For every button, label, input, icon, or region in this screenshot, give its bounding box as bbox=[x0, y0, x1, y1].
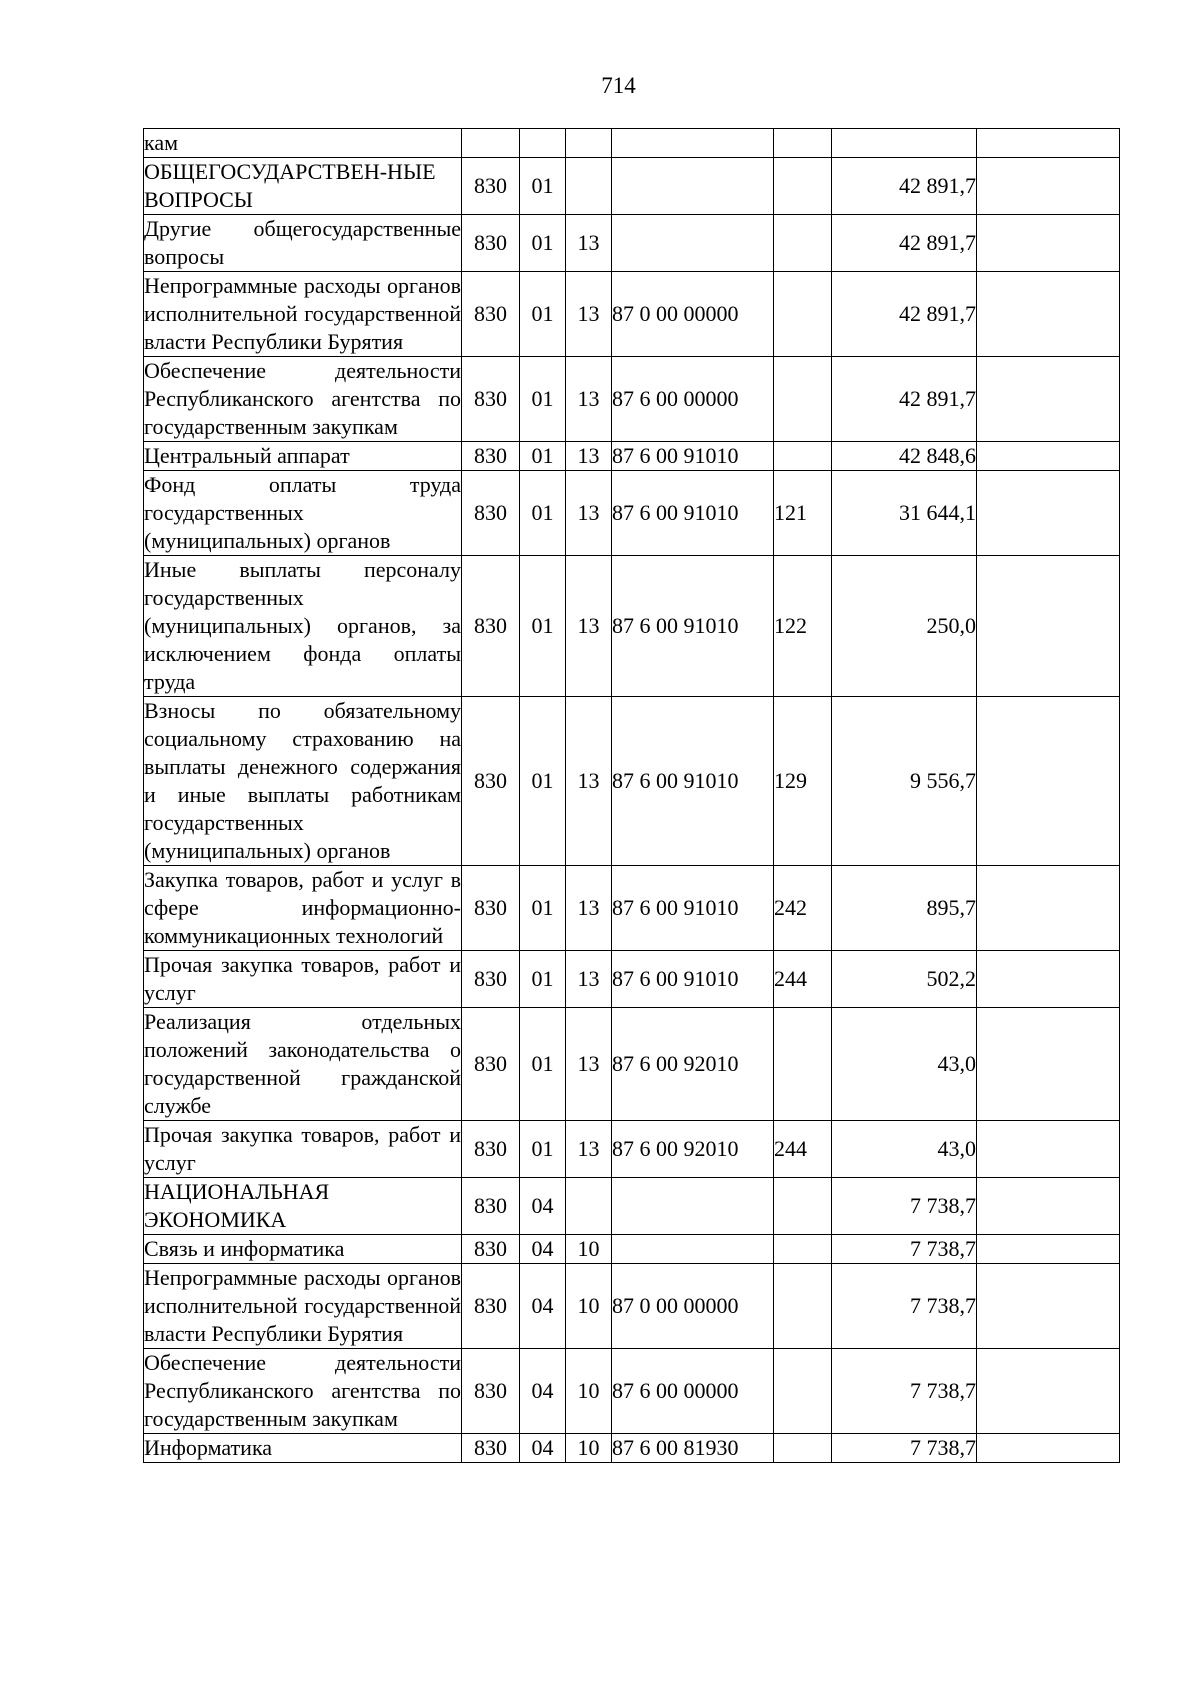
row-target-article-code: 87 6 00 92010 bbox=[612, 1008, 774, 1121]
row-ved-code: 830 bbox=[462, 1121, 520, 1178]
row-amount: 7 738,7 bbox=[832, 1434, 977, 1463]
table-row bbox=[144, 1434, 1120, 1463]
row-name: Обеспечение деятельности Республиканского агентства по государственным закупкам bbox=[144, 1349, 462, 1434]
row-subsection-code: 13 bbox=[566, 866, 612, 951]
row-expense-type-code: 244 bbox=[774, 1121, 832, 1178]
row-expense-type-code bbox=[774, 158, 832, 215]
row-section-code: 04 bbox=[520, 1235, 566, 1264]
row-amount: 43,0 bbox=[832, 1008, 977, 1121]
table-row bbox=[144, 129, 1120, 158]
table-row bbox=[144, 1264, 1120, 1349]
table-row bbox=[144, 1178, 1120, 1235]
row-extra bbox=[977, 129, 1120, 158]
row-subsection-code: 10 bbox=[566, 1235, 612, 1264]
row-target-article-code bbox=[612, 129, 774, 158]
row-name: Фонд оплаты труда государственных (муниципальных) органов bbox=[144, 471, 462, 556]
row-target-article-code bbox=[612, 1178, 774, 1235]
row-amount: 7 738,7 bbox=[832, 1349, 977, 1434]
row-name: Прочая закупка товаров, работ и услуг bbox=[144, 1121, 462, 1178]
row-expense-type-code: 121 bbox=[774, 471, 832, 556]
row-name: Непрограммные расходы органов исполнительной государственной власти Республики Бурятия bbox=[144, 272, 462, 357]
row-amount: 250,0 bbox=[832, 556, 977, 697]
table-row bbox=[144, 1349, 1120, 1434]
row-extra bbox=[977, 1008, 1120, 1121]
page-number: 714 bbox=[601, 73, 636, 98]
row-amount: 42 891,7 bbox=[832, 272, 977, 357]
row-amount: 502,2 bbox=[832, 951, 977, 1008]
table-row bbox=[144, 158, 1120, 215]
row-ved-code: 830 bbox=[462, 442, 520, 471]
row-extra bbox=[977, 556, 1120, 697]
row-ved-code: 830 bbox=[462, 1264, 520, 1349]
row-section-code: 01 bbox=[520, 1008, 566, 1121]
row-name: Информатика bbox=[144, 1434, 462, 1463]
row-section-code: 04 bbox=[520, 1434, 566, 1463]
row-name: Прочая закупка товаров, работ и услуг bbox=[144, 951, 462, 1008]
row-ved-code: 830 bbox=[462, 215, 520, 272]
row-expense-type-code: 244 bbox=[774, 951, 832, 1008]
row-extra bbox=[977, 1178, 1120, 1235]
row-expense-type-code bbox=[774, 272, 832, 357]
row-extra bbox=[977, 1121, 1120, 1178]
table-row bbox=[144, 697, 1120, 866]
row-ved-code: 830 bbox=[462, 1008, 520, 1121]
row-target-article-code: 87 6 00 00000 bbox=[612, 1349, 774, 1434]
table-row bbox=[144, 357, 1120, 442]
row-name: Центральный аппарат bbox=[144, 442, 462, 471]
row-subsection-code bbox=[566, 129, 612, 158]
row-name: Связь и информатика bbox=[144, 1235, 462, 1264]
row-ved-code: 830 bbox=[462, 1235, 520, 1264]
row-name: Обеспечение деятельности Республиканского агентства по государственным закупкам bbox=[144, 357, 462, 442]
row-subsection-code bbox=[566, 158, 612, 215]
row-name: ОБЩЕГОСУДАРСТВЕН-НЫЕ ВОПРОСЫ bbox=[144, 158, 462, 215]
row-expense-type-code bbox=[774, 1349, 832, 1434]
row-extra bbox=[977, 272, 1120, 357]
row-extra bbox=[977, 1349, 1120, 1434]
table-row bbox=[144, 442, 1120, 471]
table-row bbox=[144, 951, 1120, 1008]
row-section-code: 04 bbox=[520, 1349, 566, 1434]
row-section-code: 01 bbox=[520, 442, 566, 471]
row-extra bbox=[977, 215, 1120, 272]
row-amount: 7 738,7 bbox=[832, 1235, 977, 1264]
row-section-code: 01 bbox=[520, 1121, 566, 1178]
row-amount: 7 738,7 bbox=[832, 1264, 977, 1349]
row-amount: 42 891,7 bbox=[832, 158, 977, 215]
row-subsection-code: 13 bbox=[566, 556, 612, 697]
row-extra bbox=[977, 471, 1120, 556]
row-expense-type-code: 122 bbox=[774, 556, 832, 697]
row-section-code: 01 bbox=[520, 158, 566, 215]
row-subsection-code: 10 bbox=[566, 1349, 612, 1434]
row-name: НАЦИОНАЛЬНАЯ ЭКОНОМИКА bbox=[144, 1178, 462, 1235]
table-row bbox=[144, 556, 1120, 697]
row-ved-code: 830 bbox=[462, 471, 520, 556]
row-extra bbox=[977, 1235, 1120, 1264]
row-ved-code: 830 bbox=[462, 1178, 520, 1235]
row-subsection-code: 13 bbox=[566, 272, 612, 357]
row-subsection-code: 13 bbox=[566, 951, 612, 1008]
row-name: Взносы по обязательному социальному страхованию на выплаты денежного содержания и иные выплаты работникам государственных (муниципальных) органов bbox=[144, 697, 462, 866]
row-expense-type-code bbox=[774, 1008, 832, 1121]
row-extra bbox=[977, 951, 1120, 1008]
row-section-code: 01 bbox=[520, 272, 566, 357]
row-expense-type-code bbox=[774, 1264, 832, 1349]
row-amount bbox=[832, 129, 977, 158]
table-row bbox=[144, 1235, 1120, 1264]
row-target-article-code: 87 0 00 00000 bbox=[612, 272, 774, 357]
row-extra bbox=[977, 158, 1120, 215]
row-target-article-code bbox=[612, 158, 774, 215]
row-extra bbox=[977, 1434, 1120, 1463]
row-name: кам bbox=[144, 129, 462, 158]
row-ved-code: 830 bbox=[462, 357, 520, 442]
row-name: Закупка товаров, работ и услуг в сфере информационно-коммуникационных технологий bbox=[144, 866, 462, 951]
row-section-code: 01 bbox=[520, 471, 566, 556]
row-amount: 42 891,7 bbox=[832, 215, 977, 272]
row-target-article-code: 87 6 00 91010 bbox=[612, 556, 774, 697]
row-ved-code bbox=[462, 129, 520, 158]
row-section-code: 01 bbox=[520, 357, 566, 442]
row-expense-type-code bbox=[774, 442, 832, 471]
row-ved-code: 830 bbox=[462, 158, 520, 215]
row-expense-type-code: 242 bbox=[774, 866, 832, 951]
row-subsection-code: 13 bbox=[566, 697, 612, 866]
row-section-code bbox=[520, 129, 566, 158]
table-body bbox=[144, 129, 1120, 1463]
table-row bbox=[144, 1121, 1120, 1178]
row-amount: 31 644,1 bbox=[832, 471, 977, 556]
row-ved-code: 830 bbox=[462, 272, 520, 357]
row-target-article-code: 87 6 00 00000 bbox=[612, 357, 774, 442]
table-row bbox=[144, 1008, 1120, 1121]
row-target-article-code: 87 6 00 91010 bbox=[612, 697, 774, 866]
row-subsection-code: 13 bbox=[566, 357, 612, 442]
row-expense-type-code bbox=[774, 1434, 832, 1463]
row-extra bbox=[977, 442, 1120, 471]
row-section-code: 01 bbox=[520, 951, 566, 1008]
row-subsection-code: 13 bbox=[566, 1121, 612, 1178]
row-target-article-code bbox=[612, 215, 774, 272]
row-expense-type-code bbox=[774, 357, 832, 442]
row-ved-code: 830 bbox=[462, 697, 520, 866]
row-extra bbox=[977, 866, 1120, 951]
row-name: Другие общегосударственные вопросы bbox=[144, 215, 462, 272]
row-expense-type-code bbox=[774, 1178, 832, 1235]
table-row bbox=[144, 866, 1120, 951]
row-name: Иные выплаты персоналу государственных (муниципальных) органов, за исключением фонда оплаты труда bbox=[144, 556, 462, 697]
budget-table bbox=[143, 128, 1120, 1463]
row-section-code: 01 bbox=[520, 556, 566, 697]
row-subsection-code: 13 bbox=[566, 215, 612, 272]
row-amount: 42 891,7 bbox=[832, 357, 977, 442]
row-target-article-code: 87 6 00 91010 bbox=[612, 866, 774, 951]
row-expense-type-code bbox=[774, 1235, 832, 1264]
row-section-code: 01 bbox=[520, 215, 566, 272]
row-subsection-code: 10 bbox=[566, 1264, 612, 1349]
row-target-article-code: 87 6 00 91010 bbox=[612, 951, 774, 1008]
row-amount: 895,7 bbox=[832, 866, 977, 951]
row-ved-code: 830 bbox=[462, 951, 520, 1008]
row-ved-code: 830 bbox=[462, 556, 520, 697]
row-subsection-code: 13 bbox=[566, 442, 612, 471]
table-row bbox=[144, 215, 1120, 272]
row-extra bbox=[977, 357, 1120, 442]
row-expense-type-code bbox=[774, 129, 832, 158]
row-section-code: 01 bbox=[520, 697, 566, 866]
row-amount: 9 556,7 bbox=[832, 697, 977, 866]
row-target-article-code: 87 0 00 00000 bbox=[612, 1264, 774, 1349]
row-name: Непрограммные расходы органов исполнительной государственной власти Республики Бурятия bbox=[144, 1264, 462, 1349]
table-row bbox=[144, 471, 1120, 556]
row-extra bbox=[977, 697, 1120, 866]
row-section-code: 01 bbox=[520, 866, 566, 951]
row-extra bbox=[977, 1264, 1120, 1349]
row-ved-code: 830 bbox=[462, 866, 520, 951]
row-target-article-code: 87 6 00 91010 bbox=[612, 471, 774, 556]
row-subsection-code: 10 bbox=[566, 1434, 612, 1463]
row-name: Реализация отдельных положений законодательства о государственной гражданской службе bbox=[144, 1008, 462, 1121]
row-target-article-code: 87 6 00 92010 bbox=[612, 1121, 774, 1178]
row-subsection-code: 13 bbox=[566, 471, 612, 556]
row-expense-type-code bbox=[774, 215, 832, 272]
row-subsection-code: 13 bbox=[566, 1008, 612, 1121]
row-target-article-code: 87 6 00 91010 bbox=[612, 442, 774, 471]
row-ved-code: 830 bbox=[462, 1434, 520, 1463]
row-section-code: 04 bbox=[520, 1178, 566, 1235]
row-section-code: 04 bbox=[520, 1264, 566, 1349]
row-ved-code: 830 bbox=[462, 1349, 520, 1434]
row-expense-type-code: 129 bbox=[774, 697, 832, 866]
row-subsection-code bbox=[566, 1178, 612, 1235]
table-row bbox=[144, 272, 1120, 357]
row-target-article-code: 87 6 00 81930 bbox=[612, 1434, 774, 1463]
row-amount: 42 848,6 bbox=[832, 442, 977, 471]
row-amount: 43,0 bbox=[832, 1121, 977, 1178]
row-target-article-code bbox=[612, 1235, 774, 1264]
row-amount: 7 738,7 bbox=[832, 1178, 977, 1235]
